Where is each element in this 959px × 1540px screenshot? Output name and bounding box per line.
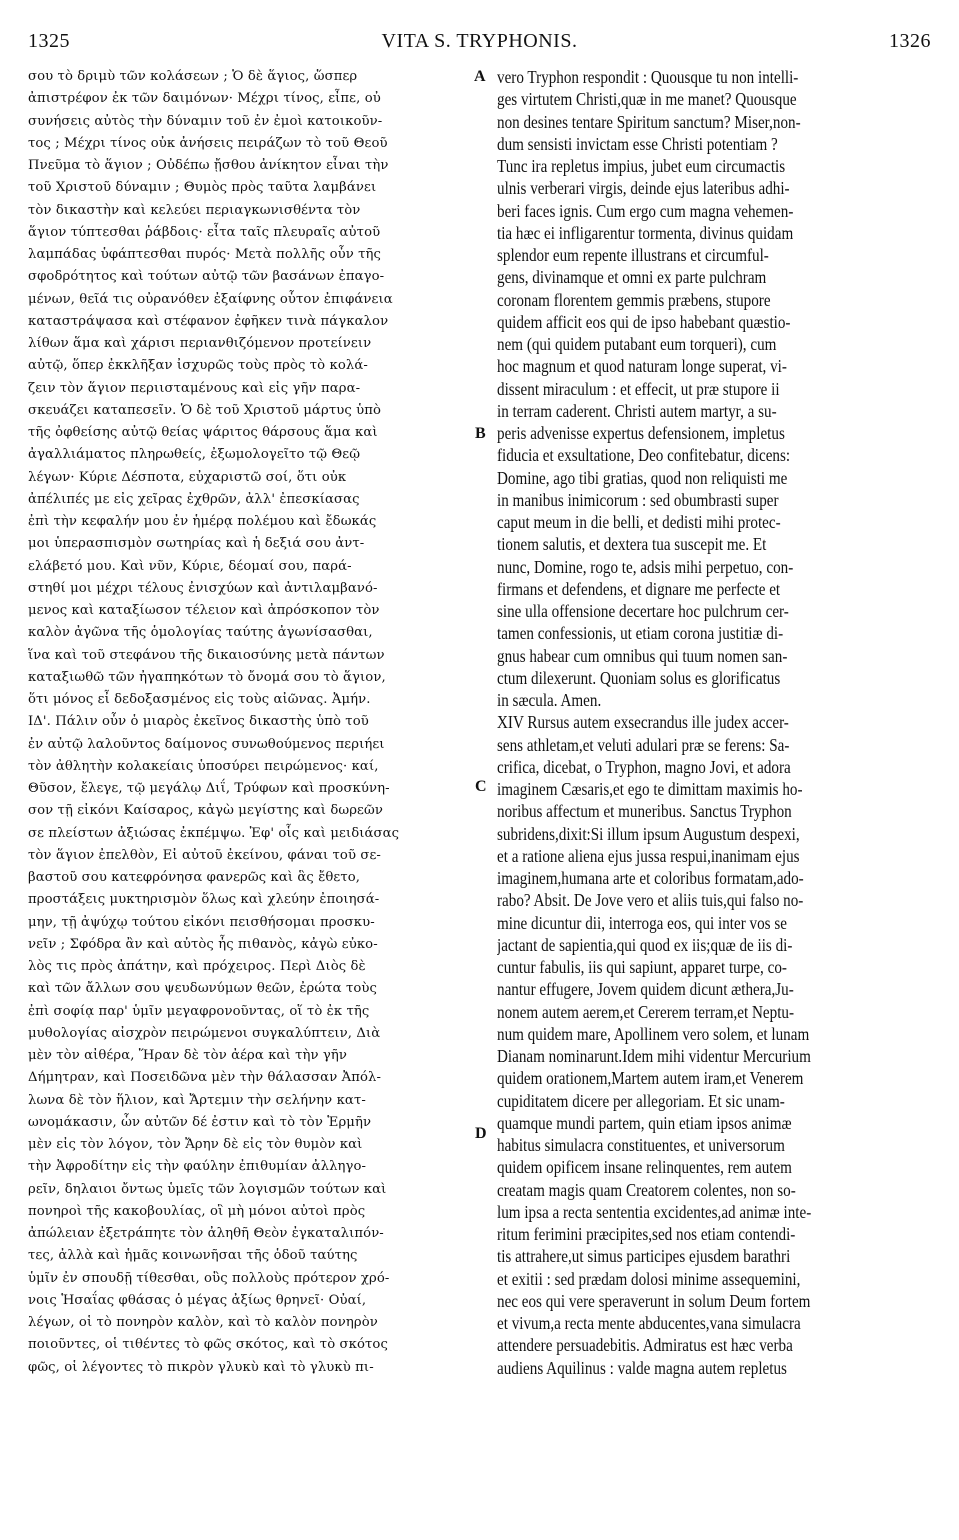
latin-text-line: ges virtutem Christi,quæ in me manet? Quousque <box>497 89 797 110</box>
latin-text-line: XIV Rursus autem exsecrandus ille judex accer- <box>497 712 789 733</box>
greek-text-line: λίθων ἅμα καὶ χάρισι περιανθιζόμενον προτείνειν <box>28 336 372 351</box>
greek-text-line: λέγων· Κύριε Δέσποτα, εὐχαριστῶ σοί, ὅτι οὐκ <box>28 469 347 485</box>
latin-text-line: rabo? Absit. De Jove vero et aliis tuis,qui falso no- <box>497 890 804 911</box>
greek-text-line: σφοδρότητος καὶ τούτων αὐτῷ τῶν βασάνων ἐπαγο- <box>28 269 385 285</box>
latin-text-line: in terram caderent. Christi autem martyr, a su- <box>497 400 777 421</box>
latin-text-line: mine dicuntur dii, interroga eos, qui inter vos se <box>497 912 787 933</box>
greek-text-line: ἐπὶ σοφίᾳ παρ' ὑμῖν μεγαφρονοῦντας, οἵ τὸ ἐκ τῆς <box>28 1003 370 1019</box>
latin-text-line: Tunc ira repletus impius, jubet eum circumactis <box>497 156 786 176</box>
greek-text-line: τὸν ἀθλητὴν κολακείαις ὑποσύρει πειρώμενος· καί, <box>28 758 379 774</box>
greek-text-line: ἀπιστρέφον ἐκ τῶν δαιμόνων· Μέχρι τίνος, εἶπε, οὐ <box>28 91 381 107</box>
greek-text-line: ρεῖν, δηλαιοι ὄντως ὑμεῖς τῶν λογισμῶν τούτων καὶ <box>28 1181 387 1197</box>
latin-text-line: audiens Aquilinus : valde magna autem repletus <box>497 1357 787 1378</box>
latin-text-line: dissent miraculum : et effecit, ut præ stupore ii <box>497 378 780 399</box>
left-column-number: 1325 <box>28 30 70 52</box>
latin-text-line: et exitii : sed prædam dolosi minime assequemini, <box>497 1268 801 1289</box>
greek-text-line: λέγων, οἱ τὸ πονηρὸν καλὸν, καὶ τὸ καλὸν πονηρὸν <box>28 1315 378 1330</box>
greek-text-line: σε πλείστων ἀξιώσας ἐκπέμψω. Ἐφ' οἷς καὶ μειδιάσας <box>28 825 400 841</box>
greek-text-line: λαμπάδας ὑφάπτεσθαι πυρός· Μετὰ πολλῆς οὖν τῆς <box>28 247 382 262</box>
margin-label-c: C <box>475 778 487 795</box>
greek-text-line: τῆς ὀφθείσης αὐτῷ θείας ψάριτος θάρσους ἅμα καὶ <box>28 425 378 440</box>
latin-text-line: jactant de sapientia,qui quod ex iis;quæ de iis di- <box>497 934 793 955</box>
greek-text-line: τὸν δικαστὴν καὶ κελεύει περιαγκωνισθέντα τὸν <box>28 202 361 218</box>
greek-text-line: πονηροὶ τῆς κακοβουλίας, οἳ μὴ μόνοι αὐτοὶ πρὸς <box>28 1203 366 1219</box>
greek-text-line: στηθί μοι μέχρι τέλους ἐνισχύων καὶ ἀντιλαμβανό- <box>28 580 378 596</box>
greek-text-line: βαστοῦ σου κατεφρόνησα φανερῶς καὶ ἃς ἔθετο, <box>28 870 361 885</box>
running-title: VITA S. TRYPHONIS. <box>381 30 578 52</box>
greek-text-line: συνήσεις αὐτὸς τὴν δύναμιν τοῦ ἐν ἐμοὶ κατοικοῦν- <box>28 113 383 129</box>
latin-text-line: crifica, dicebat, o Tryphon, magno Jovi, et adora <box>497 756 791 777</box>
greek-text-line: ἀπώλειαν ἐξετράπητε τὸν ἀληθῆ Θεὸν ἐγκαταλιπόν- <box>28 1226 384 1241</box>
greek-text-line: τὴν Ἀφροδίτην εἰς τὴν φαύλην ἐπιθυμίαν ἀλληγο- <box>28 1159 367 1175</box>
greek-text-line: ελάβετό μου. Καὶ νῦν, Κύριε, δέομαί σου, παρά- <box>28 558 352 574</box>
latin-text-line: ritum ferimini præcipites,sed nos etiam contendi- <box>497 1224 796 1244</box>
latin-text-line: quamque mundi partem, quin etiam ipsos animæ <box>497 1112 792 1133</box>
latin-text-line: vero Tryphon respondit : Quousque tu non intelli- <box>497 67 799 87</box>
latin-text-line: imaginem,humana arte et coloribus formatam,ado- <box>497 868 804 888</box>
latin-text-column <box>497 66 932 1379</box>
latin-text-line: nantur effugere, Jovem quidem dicunt æthera,Ju- <box>497 979 794 1000</box>
greek-text-line: Δήμητραν, καὶ Ποσειδῶνα μὲν τὴν θάλασσαν Ἀπόλ- <box>28 1070 382 1086</box>
greek-text-line: ἐν αὐτῷ λαλοῦντος δαίμονος συνωθούμενος περιήει <box>28 736 385 752</box>
greek-text-line: ὅτι μόνος εἶ δεδοξασμένος εἰς τοὺς αἰῶνας. Ἀμήν. <box>28 692 371 707</box>
latin-text-line: beri faces ignis. Cum ergo cum magna vehemen- <box>497 200 794 221</box>
greek-text-column <box>28 66 472 1379</box>
latin-text-line: sens athletam,et veluti adulari præ se ferens: Sa- <box>497 734 790 755</box>
latin-text-line: imaginem Cæsaris,et ego te dimittam maximis ho- <box>497 779 803 799</box>
greek-text-line: μυθολογίας αἰσχρὸν πειρώμενοι συγκαλύπτειν, Διὰ <box>28 1025 381 1041</box>
latin-text-line: nec eos qui vere speraverunt in solum Deum fortem <box>497 1290 811 1311</box>
greek-text-line: καταξιωθῶ τῶν ἠγαπηκότων τὸ ὄνομά σου τὸ ἅγιον, <box>28 669 386 685</box>
greek-text-line: αὐτῷ, ὅπερ ἐκκλῆξαν ἰσχυρῶς τοὺς πρὸς τὸ κολά- <box>28 358 368 374</box>
greek-text-line: Θῦσον, ἔλεγε, τῷ μεγάλῳ Διΐ, Τρύφων καὶ προσκύνη- <box>28 781 390 796</box>
latin-text-line: tionem salutis, et dextera tua suscepit me. Et <box>497 534 767 555</box>
greek-text-line: νοις Ἡσαΐας φθάσας ὁ μέγας ἀξίως θρηνεῖ· Οὐαί, <box>28 1292 367 1308</box>
margin-label-d: D <box>475 1125 487 1142</box>
latin-text-line: noribus affectum et muneribus. Sanctus Tryphon <box>497 801 792 822</box>
latin-text-line: non desines tentare Spiritum sanctum? Miser,non- <box>497 111 801 132</box>
right-column-number: 1326 <box>889 30 931 52</box>
greek-text-line: τὸν ἅγιον ἐπελθὸν, Εἰ αὐτοῦ ἐκείνου, φάναι τοῦ σε- <box>28 847 381 863</box>
greek-text-line: σκευάζει καταπεσεῖν. Ὁ δὲ τοῦ Χριστοῦ μάρτυς ὑπὸ <box>28 402 382 418</box>
latin-text-line: nem (qui quidem putabant eum torqueri), cum <box>497 334 777 354</box>
latin-text-line: cupiditatem dicere per allegoriam. Et sic unam- <box>497 1090 785 1111</box>
latin-text-line: et vivum,a recta mente abducentes,vana simulacra <box>497 1313 801 1333</box>
margin-label-b: B <box>475 425 486 442</box>
greek-text-line: μοι ὑπερασπισμὸν σωτηρίας καὶ ἡ δεξιά σου ἀντ- <box>28 536 365 552</box>
greek-text-line: τοῦ Χριστοῦ δύναμιν ; Θυμὸς πρὸς ταῦτα λαμβάνει <box>28 180 377 196</box>
latin-text-line: in manibus inimicorum : sed obumbrasti super <box>497 489 779 510</box>
latin-text-line: firmans et defendens, et dignare me perfecte et <box>497 578 781 599</box>
latin-text-line: quidem afficit eos qui de ipso habebant quæstio- <box>497 311 791 332</box>
latin-text-line: lum ipsa a recta sententia excidentes,ad animæ inte- <box>497 1201 812 1222</box>
greek-text-line: καταστράψασα καὶ στέφανον ἐφῆκεν τινὰ πάγκαλον <box>28 313 389 329</box>
latin-text-line: creatam magis quam Creatorem colentes, non so- <box>497 1179 796 1200</box>
greek-text-line: ΙΔ'. Πάλιν οὖν ὁ μιαρὸς ἐκεῖνος δικαστὴς ὑπὸ τοῦ <box>28 714 369 730</box>
latin-text-line: Domine, ago tibi gratias, quod non reliquisti me <box>497 467 788 488</box>
latin-text-line: gnus habear cum omnibus qui tuum nomen san- <box>497 645 788 666</box>
latin-text-line: num quidem mare, Apollinem vero solem, et lunam <box>497 1023 810 1044</box>
latin-text-line: coronam florentem gemmis præbens, stupore <box>497 289 771 310</box>
latin-text-line: gens, divinamque et omni ex parte pulchram <box>497 267 767 288</box>
latin-text-line: dum sensisti invictam esse Christi potentiam ? <box>497 133 778 154</box>
latin-text-line: splendor eum repente illustrans et circumful- <box>497 245 769 265</box>
latin-text-line: fiducia et exsultatione, Deo confitebatur, dicens: <box>497 445 791 466</box>
page-header <box>28 30 931 60</box>
latin-text-line: ulnis verberari virgis, deinde ejus lateribus adhi- <box>497 178 790 199</box>
greek-text-line: μὲν τὸν αἰθέρα, Ἥραν δὲ τὸν ἀέρα καὶ τὴν γῆν <box>28 1048 348 1063</box>
greek-text-line: ωνομάκασιν, ὧν αὐτῶν δέ ἐστιν καὶ τὸ τὸν Ἑρμῆν <box>28 1114 372 1130</box>
greek-text-line: ἀγαλλιάματος πληρωθείς, ἐξωμολογεῖτο τῷ Θεῷ <box>28 447 361 463</box>
latin-text-line: ctum dilexerunt. Quoniam solus es glorificatus <box>497 667 781 688</box>
latin-text-line: attendere persuadebitis. Admiratus est hæc verba <box>497 1335 793 1356</box>
latin-text-line: tamen confessionis, ut etiam corona justitiæ di- <box>497 623 784 644</box>
greek-text-line: φῶς, οἱ λέγοντες τὸ πικρὸν γλυκὺ καὶ τὸ γλυκὺ πι- <box>28 1359 374 1375</box>
greek-text-line: ἅγιον τύπτεσθαι ῥάβδοις· εἶτα ταῖς πλευραῖς αὐτοῦ <box>28 224 381 240</box>
greek-text-line: ἵνα καὶ τοῦ στεφάνου τῆς δικαιοσύνης μετὰ πάντων <box>28 647 385 663</box>
greek-text-line: τες, ἀλλὰ καὶ ἡμᾶς κοινωνῆσαι τῆς ὁδοῦ ταύτης <box>28 1248 358 1264</box>
greek-text-line: σον τῇ εἰκόνι Καίσαρος, κἀγὼ μεγίστης καὶ δωρεῶν <box>28 803 383 819</box>
greek-text-line: ἐπὶ τὴν κεφαλήν μου ἐν ἡμέρᾳ πολέμου καὶ ἔδωκάς <box>28 514 377 529</box>
latin-text-line: sine ulla offensione decertare hoc pulchrum cer- <box>497 601 789 621</box>
latin-text-line: nunc, Domine, rogo te, adsis mihi perpetuo, con- <box>497 556 794 577</box>
greek-text-line: ὑμῖν ἐν σπουδῇ τίθεσθαι, οὓς πολλοὺς πρότερον χρό- <box>28 1270 390 1286</box>
greek-text-line: καὶ τῶν ἄλλων σου ψευδωνύμων θεῶν, ἐρώτα τοὺς <box>28 981 377 997</box>
greek-text-line: προστάξεις μυκτηρισμὸν ὅλως καὶ χλεύην ἐποιησά- <box>28 892 380 908</box>
greek-text-line: νεῖν ; Σφόδρα ἂν καὶ αὐτὸς ἦς πιθανὸς, κἀγὼ εὐκο- <box>28 936 378 952</box>
latin-text-line: quidem opificem insane relinquentes, rem autem <box>497 1157 792 1178</box>
latin-text-line: subridens,dixit:Si illum ipsum Augustum despexi, <box>497 823 800 844</box>
latin-text-line: cuntur fabulis, iis qui sapiunt, apparet turpe, co- <box>497 957 787 977</box>
latin-text-line: peris advenisse expertus defensionem, impletus <box>497 423 785 443</box>
greek-text-line: λὸς τις πρὸς ἀπάτην, καὶ πρόχειρος. Περὶ Διὸς δὲ <box>28 959 366 974</box>
latin-text-line: caput meum in die belli, et dedisti mihi protec- <box>497 512 781 532</box>
latin-text-line: quidem orationem,Martem autem iram,et Venerem <box>497 1068 804 1089</box>
greek-text-line: μένων, θεῖά τις οὐρανόθεν ἐξαίφνης οὗτον ἐπιφάνεια <box>28 291 393 307</box>
greek-text-line: μὲν εἰς τὸν λόγον, τὸν Ἄρην δὲ εἰς τὸν θυμὸν καὶ <box>28 1137 363 1152</box>
greek-text-line: Πνεῦμα τὸ ἅγιον ; Οὐδέπω ᾔσθου ἀνίκητον εἶναι τὴν <box>28 158 389 173</box>
greek-text-line: ποιοῦντες, οἱ τιθέντες τὸ φῶς σκότος, καὶ τὸ σκότος <box>28 1337 388 1353</box>
greek-text-line: μενος καὶ καταξίωσον τέλειον καὶ ἀπρόσκοπον τὸν <box>28 603 380 618</box>
latin-text-line: tis attrahere,ut simus participes ejusdem barathri <box>497 1246 791 1267</box>
latin-text-line: hoc magnum et quod naturam longe superat, vi- <box>497 356 787 377</box>
greek-text-line: καλὸν ἀγῶνα τῆς ὁμολογίας ταύτης ἀγωνίσασθαι, <box>28 625 373 641</box>
greek-text-line: ζειν τὸν ἅγιον περιισταμένους καὶ εἰς γῆν παρα- <box>28 380 361 396</box>
greek-text-line: τος ; Μέχρι τίνος οὐκ ἀνήσεις πειράζων τὸ τοῦ Θεοῦ <box>28 135 388 151</box>
greek-text-line: σου τὸ δριμὺ τῶν κολάσεων ; Ὁ δὲ ἅγιος, ὥσπερ <box>28 69 358 84</box>
latin-text-line: in sæcula. Amen. <box>497 690 602 710</box>
latin-text-line: Dianam nominarunt.Idem mihi videntur Mercurium <box>497 1046 811 1066</box>
greek-text-line: μην, τῇ ἀψύχῳ τούτου εἰκόνι πεισθήσομαι προσκυ- <box>28 914 375 930</box>
latin-text-line: et a ratione aliena ejus jussa respui,inanimam ejus <box>497 845 800 866</box>
latin-text-line: tia hæc ei infligarentur tormenta, divinus quidam <box>497 222 794 243</box>
greek-text-line: λωνα δὲ τὸν ἥλιον, καὶ Ἄρτεμιν τὴν σελήνην κατ- <box>28 1092 366 1108</box>
latin-text-line: nonem autem aerem,et Cererem terram,et Neptu- <box>497 1001 795 1022</box>
margin-label-a: A <box>474 68 486 85</box>
latin-text-line: habitus simulacra constituentes, et universorum <box>497 1135 785 1155</box>
greek-text-line: ἀπέλιπές με εἰς χεῖρας ἐχθρῶν, ἀλλ' ἐπεσκίασας <box>28 491 360 507</box>
